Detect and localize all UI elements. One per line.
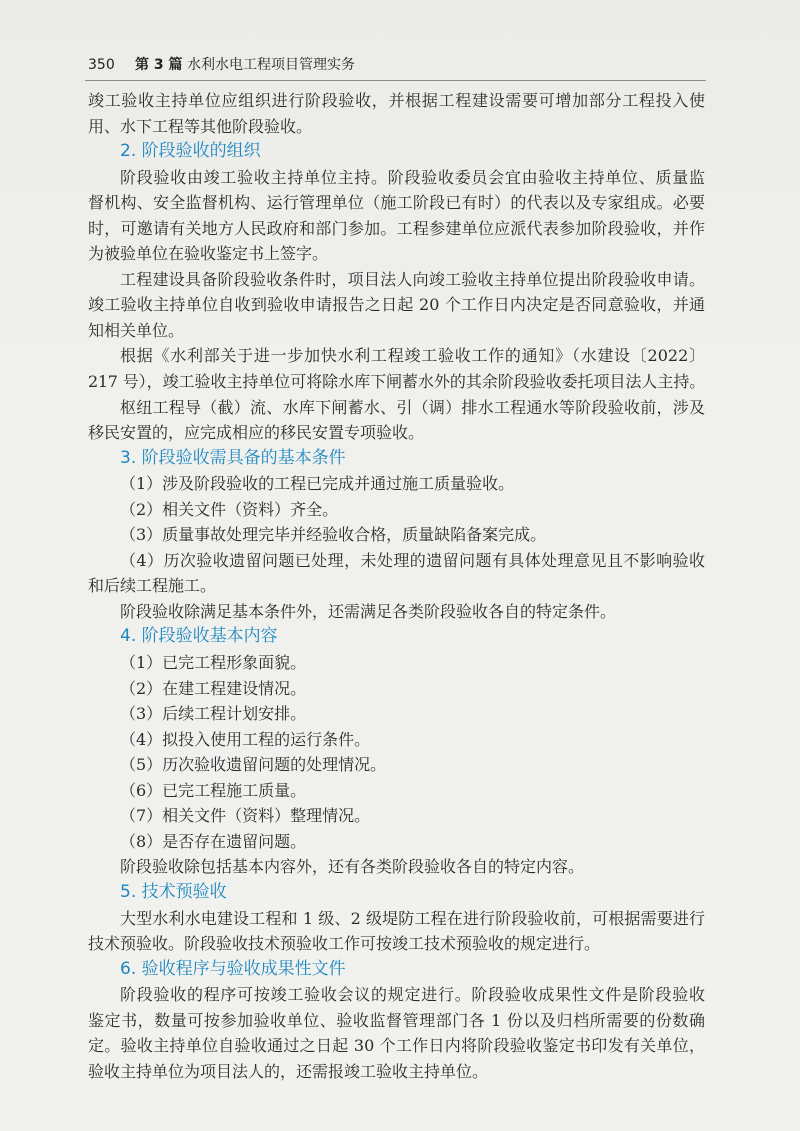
text-line: 大型水利水电建设工程和 1 级、2 级堤防工程在进行阶段验收前，可根据需要进行: [120, 908, 705, 928]
text-line: 督机构、安全监督机构、运行管理单位（施工阶段已有时）的代表以及专家组成。必要: [88, 193, 705, 213]
text-line: 阶段验收的程序可按竣工验收会议的规定进行。阶段验收成果性文件是阶段验收: [120, 985, 705, 1005]
section-heading: 2. 阶段验收的组织: [120, 141, 261, 162]
section-note: 阶段验收除满足基本条件外，还需满足各类阶段验收各自的特定条件。: [120, 601, 617, 621]
section-stage-acceptance-organization: [88, 139, 705, 446]
text-line: 工程建设具备阶段验收条件时，项目法人向竣工验收主持单位提出阶段验收申请。: [120, 269, 705, 289]
text-line: 为被验单位在验收鉴定书上签字。: [88, 244, 329, 264]
text-line: 知相关单位。: [88, 320, 185, 340]
text-line: 和后续工程施工。: [88, 576, 217, 596]
part-label: 第 3 篇: [135, 57, 183, 73]
section-heading: 3. 阶段验收需具备的基本条件: [120, 447, 346, 468]
list-item: [88, 471, 705, 497]
list-item: （7）相关文件（资料）整理情况。: [120, 806, 371, 826]
section-technical-pre-acceptance: [88, 880, 705, 957]
book-title: 水利水电工程项目管理实务: [187, 57, 355, 73]
text-line: 鉴定书，数量可按参加验收单位、验收监督管理部门各 1 份以及归档所需要的份数确: [88, 1010, 705, 1030]
text-line: 根据《水利部关于进一步加快水利工程竣工验收工作的通知》（水建设〔2022〕: [120, 346, 705, 366]
paragraph: [88, 343, 705, 394]
paragraph: [88, 165, 705, 267]
text-line: 验收主持单位为项目法人的，还需报竣工验收主持单位。: [88, 1061, 489, 1081]
text-line: 竣工验收主持单位应组织进行阶段验收，并根据工程建设需要可增加部分工程投入使: [88, 91, 705, 110]
list-item: （6）已完工程施工质量。: [120, 780, 307, 800]
text-line: 移民安置的，应完成相应的移民安置专项验收。: [88, 423, 425, 443]
list-item: （1）已完工程形象面貌。: [120, 653, 307, 673]
continued-paragraph: [88, 88, 705, 139]
text-line: 定。验收主持单位自验收通过之日起 30 个工作日内将阶段验收鉴定书印发有关单位，: [88, 1036, 705, 1056]
section-heading: 5. 技术预验收: [120, 881, 227, 902]
list-item: （4）拟投入使用工程的运行条件。: [120, 729, 371, 749]
text-line: 时，可邀请有关地方人民政府和部门参加。工程参建单位应派代表参加阶段验收，并作: [88, 218, 705, 238]
list-item: （3）后续工程计划安排。: [120, 704, 307, 724]
text-line: 217 号），竣工验收主持单位可将除水库下闸蓄水外的其余阶段验收委托项目法人主持。: [88, 372, 705, 392]
list-item: （2）在建工程建设情况。: [120, 678, 307, 698]
text-line: 技术预验收。阶段验收技术预验收工作可按竣工技术预验收的规定进行。: [88, 934, 601, 954]
text-line: （2）相关文件（资料）齐全。: [120, 499, 339, 519]
list-item: [88, 522, 705, 548]
text-line: 用、水下工程等其他阶段验收。: [88, 116, 313, 136]
section-heading: 6. 验收程序与验收成果性文件: [120, 958, 346, 979]
section-procedure-and-documents: [88, 957, 705, 1085]
section-basic-content: [88, 624, 705, 879]
header-rule: [85, 80, 706, 81]
section-note: 阶段验收除包括基本内容外，还有各类阶段验收各自的特定内容。: [120, 857, 585, 877]
list-item: [88, 548, 705, 599]
section-basic-conditions: [88, 446, 705, 625]
paragraph: [88, 395, 705, 446]
text-line: （4）历次验收遗留问题已处理，未处理的遗留问题有具体处理意见且不影响验收: [120, 550, 705, 570]
paragraph: [88, 906, 705, 957]
paragraph: [88, 982, 705, 1084]
text-line: 阶段验收由竣工验收主持单位主持。阶段验收委员会宜由验收主持单位、质量监: [120, 167, 705, 187]
section-heading: 4. 阶段验收基本内容: [120, 626, 278, 647]
text-line: （3）质量事故处理完毕并经验收合格，质量缺陷备案完成。: [120, 525, 547, 545]
page-body: [88, 88, 705, 1084]
paragraph: [88, 267, 705, 344]
list-item: （8）是否存在遗留问题。: [120, 831, 307, 851]
text-line: 竣工验收主持单位自收到验收申请报告之日起 20 个工作日内决定是否同意验收，并通: [88, 295, 705, 315]
text-line: （1）涉及阶段验收的工程已完成并通过施工质量验收。: [120, 474, 515, 494]
list-item: （5）历次验收遗留问题的处理情况。: [120, 755, 387, 775]
page-number: 350: [88, 57, 115, 73]
page-header: [0, 0, 800, 90]
text-line: 枢纽工程导（截）流、水库下闸蓄水、引（调）排水工程通水等阶段验收前，涉及: [120, 397, 705, 417]
list-item: [88, 497, 705, 523]
